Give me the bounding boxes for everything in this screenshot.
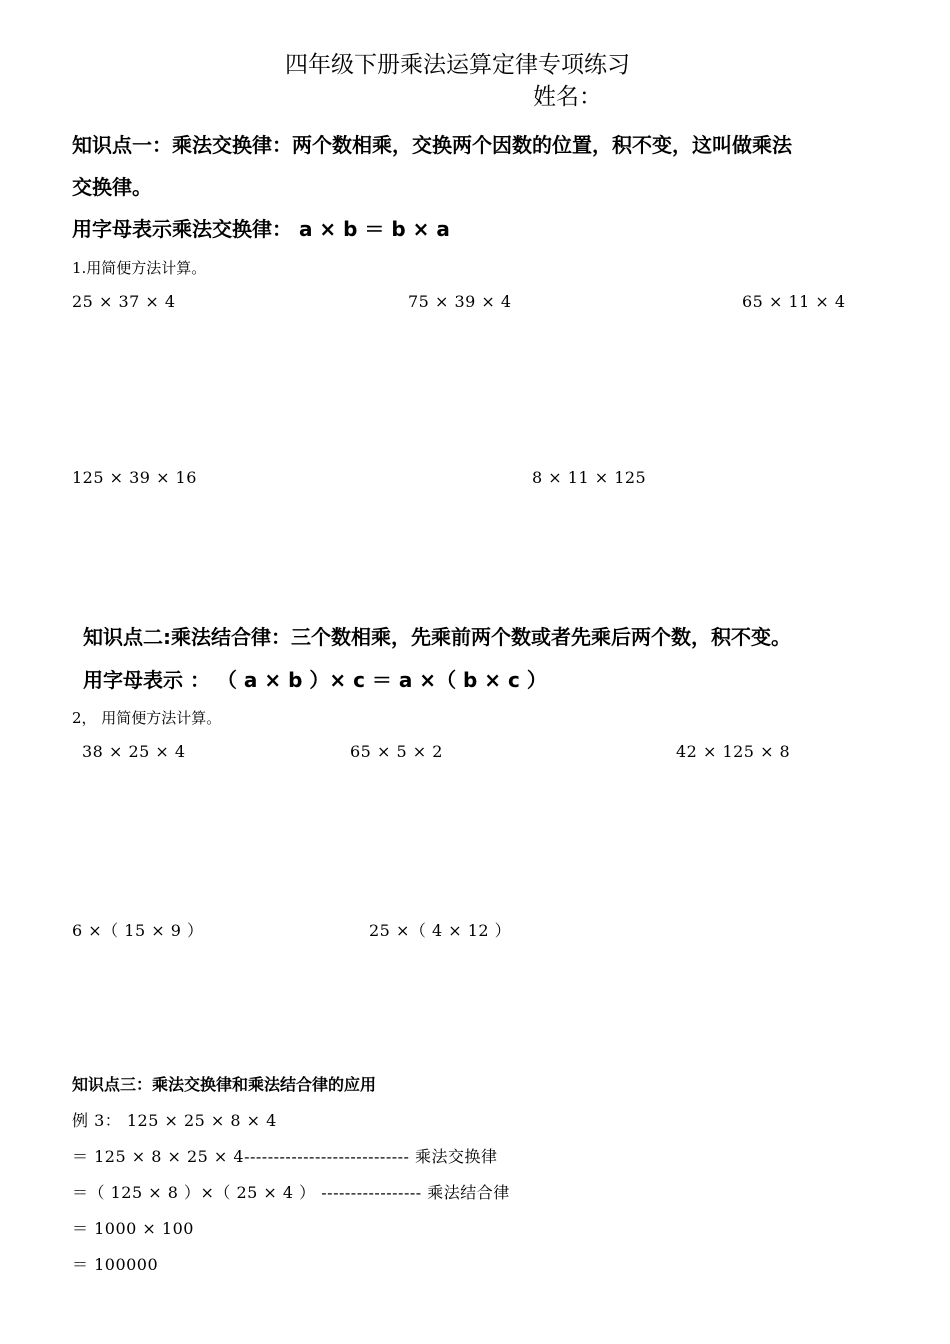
kp1-definition-line1: 知识点一：乘法交换律：两个数相乘，交换两个因数的位置，积不变，这叫做乘法 [72, 133, 792, 157]
kp2-definition: 知识点二:乘法结合律：三个数相乘，先乘前两个数或者先乘后两个数，积不变。 [83, 625, 791, 649]
exercise-2-problem-4: 6 ×（ 15 × 9 ） [72, 921, 204, 940]
example-line-3: ＝（ 125 × 8 ）×（ 25 × 4 ） ----------------- 乘法结合律 [72, 1183, 510, 1202]
page-title: 四年级下册乘法运算定律专项练习 [285, 52, 630, 78]
example-line-4: ＝ 1000 × 100 [72, 1219, 194, 1238]
kp3-heading: 知识点三：乘法交换律和乘法结合律的应用 [72, 1075, 377, 1094]
kp2-formula: 用字母表示 ： （ a × b ）× c ＝ a ×（ b × c ） [83, 668, 547, 692]
exercise-1-title: 1.用简便方法计算。 [72, 259, 207, 277]
kp1-formula: 用字母表示乘法交换律： a × b ＝ b × a [72, 217, 450, 241]
exercise-2-problem-1: 38 × 25 × 4 [82, 742, 186, 761]
exercise-1-problem-3: 65 × 11 × 4 [742, 292, 846, 311]
kp1-definition-line2: 交换律。 [72, 175, 152, 199]
example-line-5: ＝ 100000 [72, 1255, 159, 1274]
exercise-1-problem-5: 8 × 11 × 125 [532, 468, 647, 487]
exercise-2-title: 2， 用简便方法计算。 [72, 709, 222, 727]
exercise-1-problem-2: 75 × 39 × 4 [408, 292, 512, 311]
exercise-2-problem-2: 65 × 5 × 2 [350, 742, 443, 761]
example-line-2: ＝ 125 × 8 × 25 × 4---------------------------- 乘法交换律 [72, 1147, 498, 1166]
exercise-2-problem-3: 42 × 125 × 8 [676, 742, 791, 761]
exercise-2-problem-5: 25 ×（ 4 × 12 ） [369, 921, 512, 940]
exercise-1-problem-4: 125 × 39 × 16 [72, 468, 197, 487]
exercise-1-problem-1: 25 × 37 × 4 [72, 292, 176, 311]
name-label: 姓名： [533, 84, 602, 110]
example-line-1: 例 3： 125 × 25 × 8 × 4 [72, 1111, 277, 1130]
